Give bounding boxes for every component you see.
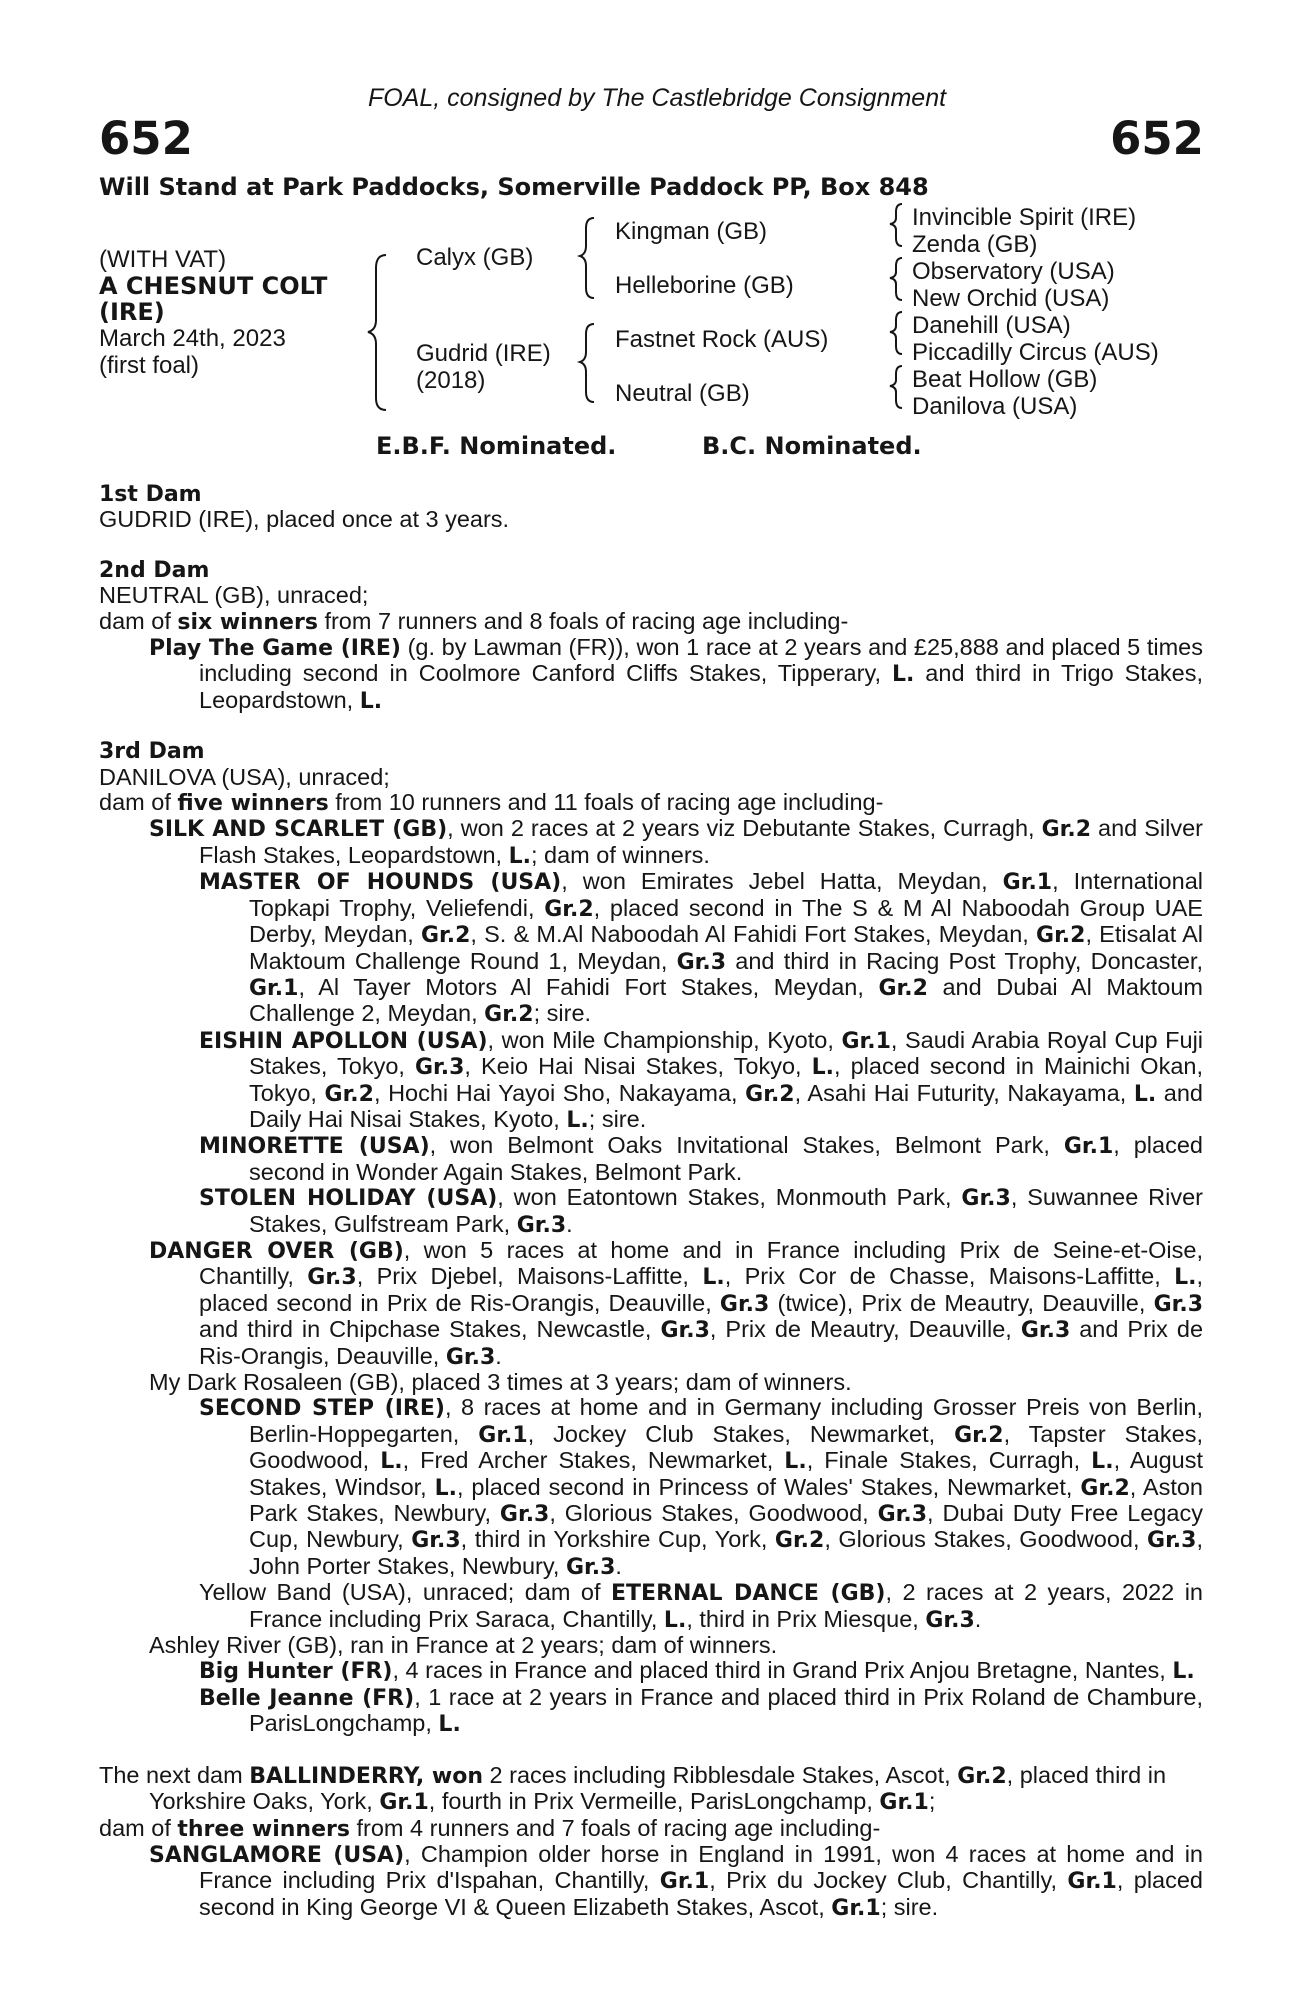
lot-number-left: 652 — [99, 112, 193, 165]
entry-yellow-band: Yellow Band (USA), unraced; dam of ETERNAL DANCE (GB), 2 races at 2 years, 2022 in France including Prix Saraca, Chantilly, L., third in Prix Miesque, Gr.3. — [199, 1579, 1203, 1633]
first-dam-heading: 1st Dam — [99, 482, 202, 507]
entry-belle-jeanne: Belle Jeanne (FR), 1 race at 2 years in France and placed third in Prix Roland de Chambure, ParisLongchamp, L. — [199, 1683, 1203, 1738]
second-dam-line: NEUTRAL (GB), unraced; — [99, 582, 369, 609]
third-dam-produce-line: dam of five winners from 10 runners and 11 foals of racing age including- — [99, 789, 884, 817]
entry-second-step: SECOND STEP (IRE), 8 races at home and in Germany including Grosser Preis von Berlin, Berlin-Hoppegarten, Gr.1, Jockey Club Stakes, Newmarket, Gr.2, Tapster Stakes, Goodwood, L., Fred Archer Stakes, Newmarket, L., Finale Stakes, Curragh, L., August Stakes, Windsor, L., placed second in Princess of Wales' Stakes, Newmarket, Gr.2, Aston Park Stakes, Newbury, Gr.3, Glorious Stakes, Goodwood, Gr.3, Dubai Duty Free Legacy Cup, Newbury, Gr.3, third in Yorkshire Cup, York, Gr.2, Glorious Stakes, Goodwood, Gr.3, John Porter Stakes, Newbury, Gr.3. — [199, 1394, 1204, 1580]
entry-minorette: MINORETTE (USA), won Belmont Oaks Invitational Stakes, Belmont Park, Gr.1, placed second in Wonder Again Stakes, Belmont Park. — [199, 1132, 1203, 1185]
ebf-nomination: E.B.F. Nominated. — [376, 432, 617, 460]
gen2-dam-dam: Neutral (GB) — [615, 380, 750, 407]
gen3-6: Piccadilly Circus (AUS) — [912, 339, 1159, 366]
brace-main — [368, 255, 386, 410]
stabling-location: Will Stand at Park Paddocks, Somerville Paddock PP, Box 848 — [99, 173, 929, 201]
brace-neutral — [890, 366, 902, 408]
entry-sanglamore: SANGLAMORE (USA), Champion older horse in England in 1991, won 4 races at home and in France including Prix d'Ispahan, Chantilly, Gr.1, Prix du Jockey Club, Chantilly, Gr.1, placed second in King George VI & Queen Elizabeth Stakes, Ascot, Gr.1; sire. — [149, 1840, 1204, 1921]
lot-number-right: 652 — [1110, 112, 1204, 165]
dam-name: Gudrid (IRE) — [416, 340, 551, 367]
brace-sire — [580, 218, 594, 298]
entry-play-the-game: Play The Game (IRE) (g. by Lawman (FR)), won 1 race at 2 years and £25,888 and placed 5 times including second in Coolmore Canford Cliffs Stakes, Tipperary, L. and third in Trigo Stakes, Leopardstown, L. — [149, 634, 1204, 714]
dam-year: (2018) — [416, 367, 486, 394]
sire-name: Calyx (GB) — [416, 244, 534, 271]
gen3-8: Danilova (USA) — [912, 393, 1078, 420]
gen2-sire-sire: Kingman (GB) — [615, 218, 768, 245]
consignment-header: FOAL, consigned by The Castlebridge Consignment — [367, 84, 947, 112]
gen3-3: Observatory (USA) — [912, 258, 1115, 285]
gen3-2: Zenda (GB) — [912, 231, 1038, 258]
second-dam-heading: 2nd Dam — [99, 557, 210, 583]
gen2-dam-sire: Fastnet Rock (AUS) — [615, 326, 829, 353]
brace-dam — [580, 324, 594, 402]
entry-silk-and-scarlet: SILK AND SCARLET (GB), won 2 races at 2 years viz Debutante Stakes, Curragh, Gr.2 and Silver Flash Stakes, Leopardstown, L.; dam of winners. — [149, 815, 1203, 869]
third-dam-line: DANILOVA (USA), unraced; — [99, 763, 390, 790]
entry-big-hunter: Big Hunter (FR), 4 races in France and placed third in Grand Prix Anjou Bretagne, Nantes, L. — [199, 1657, 1195, 1685]
brace-helleborine — [890, 258, 902, 300]
gen3-5: Danehill (USA) — [912, 312, 1071, 339]
second-dam-produce-line: dam of six winners from 7 runners and 8 foals of racing age including- — [99, 607, 849, 635]
foal-note: (first foal) — [99, 352, 200, 379]
brace-kingman — [890, 204, 902, 246]
gen3-4: New Orchid (USA) — [912, 285, 1110, 312]
gen3-7: Beat Hollow (GB) — [912, 366, 1098, 393]
entry-eishin-apollon: EISHIN APOLLON (USA), won Mile Championship, Kyoto, Gr.1, Saudi Arabia Royal Cup Fuji Stakes, Tokyo, Gr.3, Keio Hai Nisai Stakes, Tokyo, L., placed second in Mainichi Okan, Tokyo, Gr.2, Hochi Hai Yayoi Sho, Nakayama, Gr.2, Asahi Hai Futurity, Nakayama, L. and Daily Hai Nisai Stakes, Kyoto, L.; sire. — [199, 1026, 1204, 1133]
next-dam-produce-line: dam of three winners from 4 runners and 7 foals of racing age including- — [99, 1814, 881, 1842]
horse-origin: (IRE) — [99, 298, 165, 326]
catalogue-body — [99, 482, 1203, 1921]
entry-stolen-holiday: STOLEN HOLIDAY (USA), won Eatontown Stakes, Monmouth Park, Gr.3, Suwannee River Stakes, Gulfstream Park, Gr.3. — [199, 1184, 1203, 1238]
gen2-sire-dam: Helleborine (GB) — [615, 272, 794, 299]
entry-ashley-river: Ashley River (GB), ran in France at 2 years; dam of winners. — [149, 1632, 778, 1659]
entry-danger-over: DANGER OVER (GB), won 5 races at home and in France including Prix de Seine-et-Oise, Chantilly, Gr.3, Prix Djebel, Maisons-Laffitte, L., Prix Cor de Chasse, Maisons-Laffitte, L., placed second in Prix de Ris-Orangis, Deauville, Gr.3 (twice), Prix de Meautry, Deauville, Gr.3 and third in Chipchase Stakes, Newcastle, Gr.3, Prix de Meautry, Deauville, Gr.3 and Prix de Ris-Orangis, Deauville, Gr.3. — [149, 1236, 1204, 1370]
brace-fastnet — [890, 312, 902, 354]
third-dam-heading: 3rd Dam — [99, 739, 205, 765]
entry-my-dark-rosaleen: My Dark Rosaleen (GB), placed 3 times at 3 years; dam of winners. — [149, 1369, 852, 1395]
bc-nomination: B.C. Nominated. — [702, 432, 922, 460]
first-dam-text: GUDRID (IRE), placed once at 3 years. — [99, 506, 510, 533]
entry-master-of-hounds: MASTER OF HOUNDS (USA), won Emirates Jebel Hatta, Meydan, Gr.1, International Topkapi Trophy, Veliefendi, Gr.2, placed second in The S & M Al Naboodah Group UAE Derby, Meydan, Gr.2, S. & M.Al Naboodah Al Fahidi Fort Stakes, Meydan, Gr.2, Etisalat Al Maktoum Challenge Round 1, Meydan, Gr.3 and third in Racing Post Trophy, Doncaster, Gr.1, Al Tayer Motors Al Fahidi Fort Stakes, Meydan, Gr.2 and Dubai Al Maktoum Challenge 2, Meydan, Gr.2; sire. — [199, 868, 1204, 1028]
vat-note: (WITH VAT) — [99, 246, 227, 273]
date-of-birth: March 24th, 2023 — [99, 325, 286, 352]
gen3-1: Invincible Spirit (IRE) — [912, 204, 1137, 231]
horse-name: A CHESNUT COLT — [99, 272, 328, 300]
next-dam-line: The next dam BALLINDERRY, won 2 races including Ribblesdale Stakes, Ascot, Gr.2, placed third in Yorkshire Oaks, York, Gr.1, fourth in Prix Vermeille, ParisLongchamp, Gr.1; — [99, 1761, 1167, 1816]
